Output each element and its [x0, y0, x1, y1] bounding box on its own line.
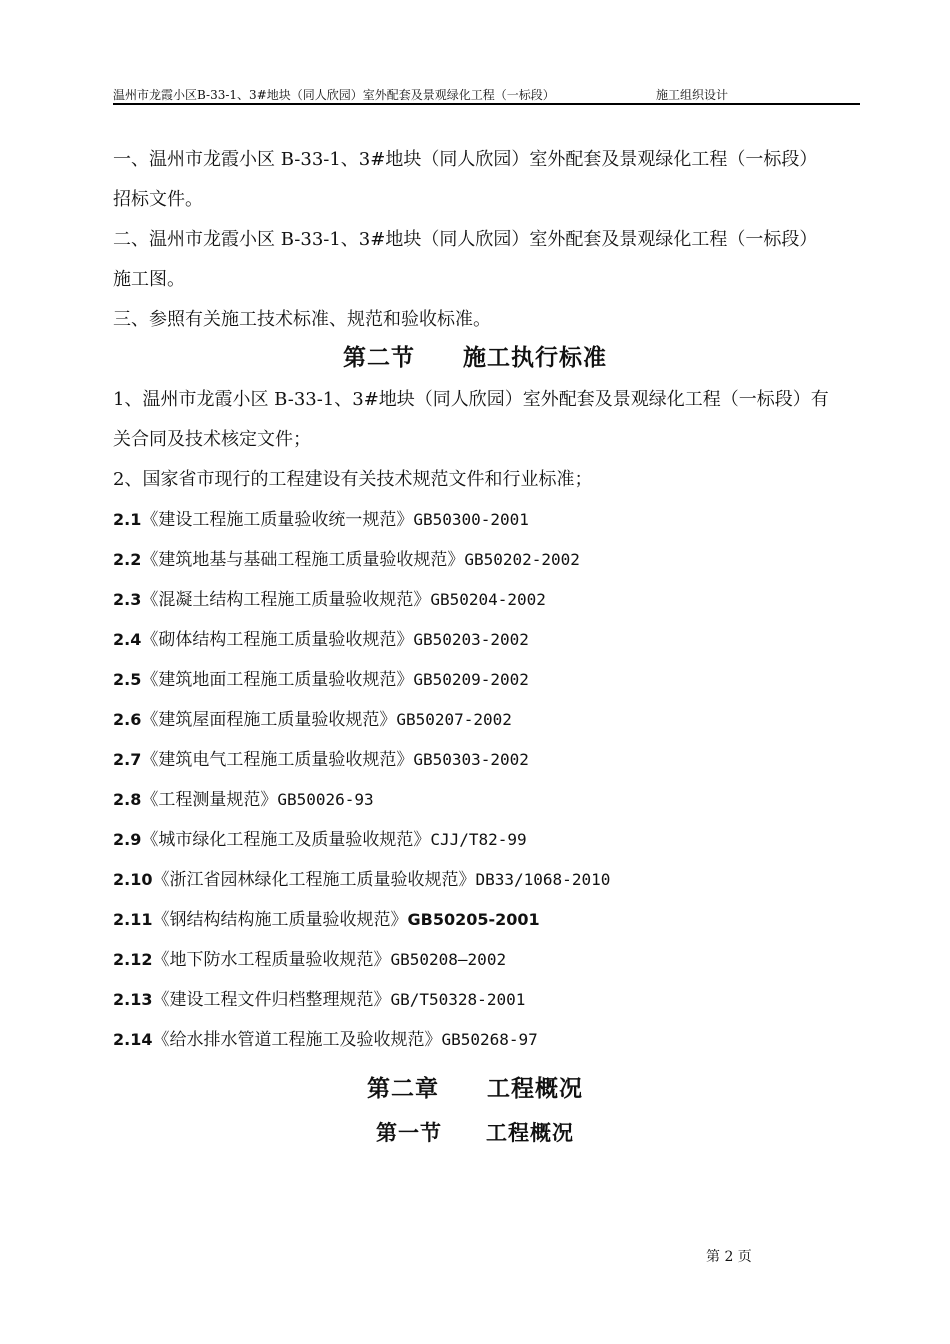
standard-item: [113, 860, 610, 900]
standard-item: [113, 500, 529, 540]
standard-number: 2.2: [113, 550, 142, 569]
standard-name: 《城市绿化工程施工及质量验收规范》: [141, 830, 431, 850]
page-number: 第 2 页: [706, 1249, 752, 1265]
standard-number: 2.10: [113, 870, 153, 889]
header-rule: [113, 103, 860, 105]
standard-item: [113, 700, 512, 740]
standard-item: [113, 940, 506, 980]
standard-item: [113, 900, 540, 940]
standard-name: 《建筑地基与基础工程施工质量验收规范》: [141, 550, 465, 570]
basis-item-3-line1: 三、参照有关施工技术标准、规范和验收标准。: [113, 309, 491, 330]
standard-name: 《地下防水工程质量验收规范》: [152, 950, 391, 970]
standard-code: GB50268-97: [441, 1030, 538, 1049]
standard-number: 2.8: [113, 790, 142, 809]
exec-item-1-line2: 关合同及技术核定文件；: [113, 429, 311, 450]
standard-code: GB/T50328-2001: [390, 990, 526, 1009]
standard-item: [113, 660, 529, 700]
standard-code: GB50205-2001: [407, 910, 540, 929]
basis-item-1-line2: 招标文件。: [113, 189, 203, 210]
standard-code: GB50202-2002: [464, 550, 580, 569]
standard-name: 《混凝土结构工程施工质量验收规范》: [141, 590, 431, 610]
standard-code: GB50209-2002: [413, 670, 529, 689]
standard-number: 2.1: [113, 510, 142, 529]
standard-item: [113, 980, 525, 1020]
standard-code: GB50303-2002: [413, 750, 529, 769]
standard-number: 2.13: [113, 990, 153, 1009]
exec-item-1-line1: 1、温州市龙霞小区 B-33-1、3#地块（同人欣园）室外配套及景观绿化工程（一标段）有: [113, 389, 829, 410]
standard-name: 《浙江省园林绿化工程施工质量验收规范》: [152, 870, 476, 890]
standard-code: GB50204-2002: [430, 590, 546, 609]
standard-number: 2.7: [113, 750, 142, 769]
standard-number: 2.6: [113, 710, 142, 729]
standard-name: 《给水排水管道工程施工及验收规范》: [152, 1030, 442, 1050]
standard-item: [113, 540, 580, 580]
header-doc-type: 施工组织设计: [656, 88, 729, 102]
standard-item: [113, 620, 529, 660]
standard-name: 《建设工程施工质量验收统一规范》: [141, 510, 414, 530]
standard-number: 2.11: [113, 910, 153, 929]
standard-number: 2.5: [113, 670, 142, 689]
section-title: 第二节 施工执行标准: [343, 345, 607, 371]
exec-item-1: [113, 380, 853, 460]
basis-item-1-line1: 一、温州市龙霞小区 B-33-1、3#地块（同人欣园）室外配套及景观绿化工程（一标段）: [113, 149, 818, 170]
header-title: 温州市龙霞小区B-33-1、3#地块（同人欣园）室外配套及景观绿化工程（一标段）: [113, 88, 555, 102]
standard-name: 《建筑屋面程施工质量验收规范》: [141, 710, 397, 730]
standard-code: GB50203-2002: [413, 630, 529, 649]
standard-code: GB50300-2001: [413, 510, 529, 529]
standard-item: [113, 1020, 538, 1060]
standard-name: 《建筑电气工程施工质量验收规范》: [141, 750, 414, 770]
standard-number: 2.12: [113, 950, 153, 969]
standard-number: 2.9: [113, 830, 142, 849]
standard-name: 《建筑地面工程施工质量验收规范》: [141, 670, 414, 690]
standard-code: GB50026-93: [277, 790, 374, 809]
standard-name: 《工程测量规范》: [141, 790, 278, 810]
standard-number: 2.3: [113, 590, 142, 609]
exec-item-2-line1: 2、国家省市现行的工程建设有关技术规范文件和行业标准；: [113, 469, 593, 490]
standard-number: 2.14: [113, 1030, 153, 1049]
standard-code: CJJ/T82-99: [430, 830, 527, 849]
standard-name: 《砌体结构工程施工质量验收规范》: [141, 630, 414, 650]
basis-item-2-line1: 二、温州市龙霞小区 B-33-1、3#地块（同人欣园）室外配套及景观绿化工程（一标段）: [113, 229, 818, 250]
standard-item: [113, 740, 529, 780]
exec-item-2: [113, 460, 853, 500]
standard-code: DB33/1068-2010: [475, 870, 611, 889]
basis-item-2: [113, 220, 853, 300]
basis-item-1: [113, 140, 853, 220]
chapter-title: 第二章 工程概况: [367, 1076, 583, 1102]
standard-number: 2.4: [113, 630, 142, 649]
standard-code: GB50207-2002: [396, 710, 512, 729]
standard-item: [113, 580, 546, 620]
basis-item-2-line2: 施工图。: [113, 269, 185, 290]
basis-item-3: [113, 300, 853, 340]
standard-item: [113, 780, 374, 820]
page-header: [113, 86, 860, 104]
standard-code: GB50208—2002: [390, 950, 507, 969]
subsection-title: 第一节 工程概况: [376, 1121, 574, 1145]
standard-name: 《建设工程文件归档整理规范》: [152, 990, 391, 1010]
standard-item: [113, 820, 527, 860]
standard-name: 《钢结构结构施工质量验收规范》: [152, 910, 408, 930]
